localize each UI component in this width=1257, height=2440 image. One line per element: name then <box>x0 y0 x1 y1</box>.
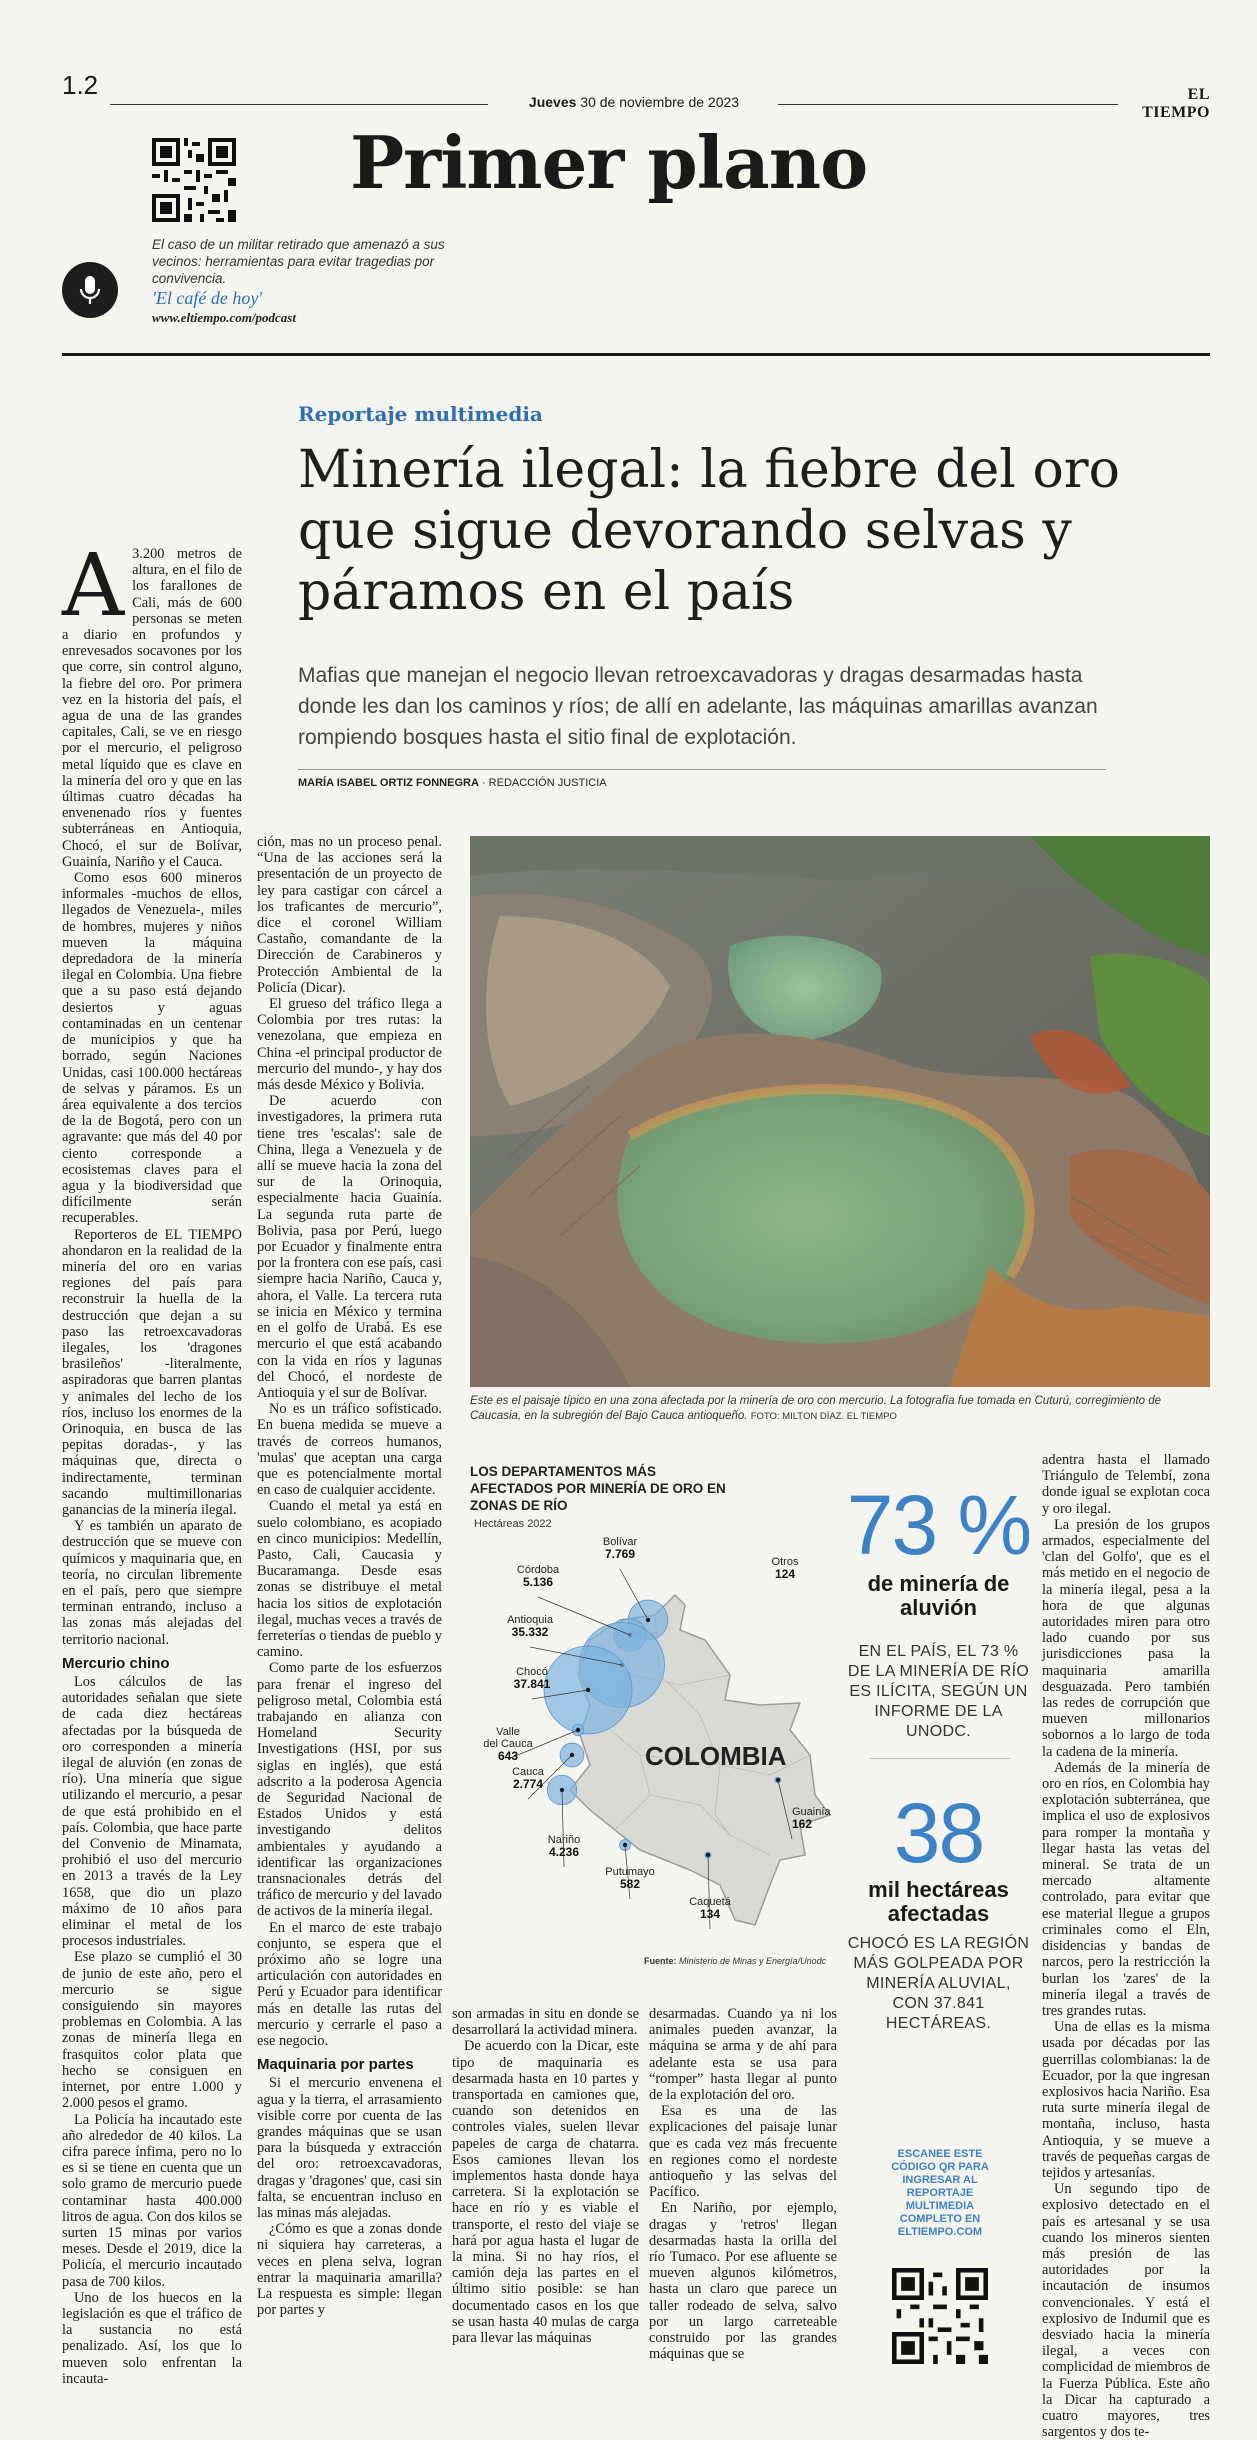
stat-percent-label: de minería de aluvión <box>867 1571 1010 1620</box>
caption-text: Este es el paisaje típico en una zona afectada por la minería de oro con mercurio. La fotografía fue tomada en Cuturú, corregimiento de Caucasia, en la subregión del Bajo Cauca antioqueño. <box>470 1395 1162 1422</box>
map-value-narino: 4.236 <box>548 1845 580 1859</box>
article-column-4 <box>649 2006 837 2406</box>
paragraph: De acuerdo con la Dicar, este tipo de maquinaria es desarmada hasta en 10 partes y transportada en camiones que, cuando son detenidos en controles viales, suelen llevar papeles de carga de chatarra. Esos camiones llevan los implementos hasta donde haya carretera. Si la explotación se hace en río y es viable el transporte, el resto del viaje se hará por agua hasta el lugar de la mina. Si no hay ríos, el camión deja las partes en el último sitio posible: se han documentado casos en los que se usan hasta 40 mulas de carga para llevar las máquinas <box>452 2038 639 2347</box>
map-value-cordoba: 5.136 <box>522 1575 554 1589</box>
article-column-3 <box>452 2006 639 2406</box>
scan-qr-prompt: ESCANEE ESTE CÓDIGO QR PARA INGRESAR AL REPORTAJE MULTIMEDIA COMPLETO EN ELTIEMPO.COM <box>891 2148 989 2238</box>
map-label-valle-del-cauca: Valle <box>496 1726 520 1738</box>
paragraph: Además de la minería de oro en ríos, en Colombia hay explotación subterránea, que implica el uso de explosivos para romper la montaña y llegar hasta las vetas del mineral. Se trata de un mercado altamente controlado, para evitar que ese material llegue a grupos criminales como el Eln, disidencias y bandas de narcos, pero la restricción la burlan los 'zares' de la minería ilegal a través de tres grandes rutas. <box>1042 1759 1210 2019</box>
paragraph: Esa es una de las explicaciones del paisaje lunar que es cada vez más frecuente en regiones como el nordeste antioqueño y las selvas del Pacífico. <box>649 2103 837 2201</box>
map-value-antioquia: 35.332 <box>511 1625 549 1639</box>
drop-cap: A <box>62 536 125 636</box>
section-title: Primer plano <box>350 120 868 205</box>
map-label-bolivar: Bolívar <box>602 1536 638 1548</box>
article-headline: Minería ilegal: la fiebre del oro que sigue devorando selvas y páramos en el país <box>298 440 1120 622</box>
map-label-caqueta: Caquetá <box>689 1896 731 1908</box>
map-value-cauca: 2.774 <box>512 1777 544 1791</box>
newspaper-brand: EL TIEMPO <box>1142 86 1210 121</box>
article-column-1 <box>62 536 242 2406</box>
paragraph: Ese plazo se cumplió el 30 de junio de este año, pero el mercurio se sigue consiguiendo sin mayores problemas en Colombia. A las zonas de minería llega en frasquitos color plata que hecho se consiguen en internet, por entre 1.000 y 2.000 pesos el gramo. <box>62 1949 242 2112</box>
byline-rule <box>298 769 1106 770</box>
paragraph: Una de ellas es la misma usada por décadas por las guerrillas colombianas: la de Ecuador, por la que ingresan explosivos hacia Nariño. Esa ruta surte minería ilegal de montaña, incluso, hasta Antioquia, y se mueve a través de pequeñas cargas de tejidos y artesanías. <box>1042 2019 1210 2181</box>
mining-aerial-photo <box>470 836 1210 1387</box>
paragraph: No es un tráfico sofisticado. En buena medida se mueve a través de correos humanos, 'mulas' que aceptan una carga que es potencialmente mortal en caso de cualquier accidente. <box>257 1401 442 1499</box>
podcast-promo <box>152 236 452 326</box>
article-byline <box>298 777 607 789</box>
dateline-day: Jueves <box>528 94 577 110</box>
map-label-guainia: Guainía <box>792 1806 831 1818</box>
paragraph: Uno de los huecos en la legislación es que el tráfico de la sustancia no está penalizado. Así, los que lo mueven solo enfrentan la incauta- <box>62 2289 242 2387</box>
photo-caption <box>470 1394 1210 1424</box>
paragraph: 3.200 metros de altura, en el filo de los farallones de Cali, más de 600 personas se meten a diario en profundos y enrevesados socavones por los que corre, sin control alguno, la fiebre del oro. Por primera vez en la historia del país, el agua de una de las grandes capitales, Cali, se ve en riesgo por el mercurio, el peligroso metal líquido que es clave en la minería del oro y que en las últimas cuatro décadas ha envenenado ríos y fuentes subterráneas en Antioquia, Chocó, el sur de Bolívar, Guainía, Nariño y el Cauca. <box>62 546 242 870</box>
paragraph: En Nariño, por ejemplo, dragas y 'retros' llegan desarmadas hasta la orilla del río Tumaco. Por ese afluente se mueven algunos kilómetros, hasta un claro que parece un taller rodeado de selva, salvo por un largo carreteable construido por las grandes máquinas que se <box>649 2200 837 2363</box>
map-label-putumayo: Putumayo <box>605 1866 655 1878</box>
article-dek: Mafias que manejan el negocio llevan retroexcavadoras y dragas desarmadas hasta donde les dan los caminos y ríos; de allí en adelante, las máquinas amarillas avanzan rompiendo bosques hasta el sitio final de explotación. <box>298 664 1098 749</box>
paragraph: Como esos 600 mineros informales -muchos de ellos, llegados de Venezuela-, miles de hombres, mujeres y niños mueven la máquina depredadora de la minería ilegal en Colombia. Una fiebre que a su paso está dejando desiertos y aguas contaminadas en un centenar de municipios y que ha borrado, según Naciones Unidas, casi 100.000 hectáreas de selvas y páramos. Es un área equivalente a dos tercios de la de Bogotá, pero con un agravante: que más del 40 por ciento corresponde a ecosistemas claves para el agua y la biodiversidad que difícilmente serán recuperables. <box>62 870 242 1227</box>
paragraph: Cuando el metal ya está en suelo colombiano, es acopiado en cinco municipios: Medellín, Pasto, Cali, Caucasia y Bucaramanga. Desde esas zonas se distribuye el metal hacia los sitios de explotación ilegal, muchas veces a través de ferreterías o tiendas de pueblo y camino. <box>257 1498 442 1661</box>
paragraph: En el marco de este trabajo conjunto, se espera que el próximo año se logre una articulación con autoridades en Perú y Ecuador para identificar más en detalle las rutas del mercurio y cerrarle el paso a ese negocio. <box>257 1919 442 2050</box>
dateline-date: 30 de noviembre de 2023 <box>580 94 740 110</box>
dateline <box>500 94 768 110</box>
podcast-description: El caso de un militar retirado que amenazó a sus vecinos: herramientas para evitar tragedias por convivencia. <box>152 237 445 286</box>
photo-credit: FOTO: MILTON DÍAZ. EL TIEMPO <box>750 1411 897 1422</box>
map-value-bolivar: 7.769 <box>604 1547 636 1561</box>
byline-author: MARÍA ISABEL ORTIZ FONNEGRA <box>298 777 479 789</box>
map-value-otros: 124 <box>774 1567 796 1581</box>
paragraph: ¿Cómo es que a zonas donde ni siquiera hay carreteras, a veces en plena selva, logran entrar la maquinaria amarilla? La respuesta es simple: llegan por partes y <box>257 2221 442 2319</box>
paragraph: La Policía ha incautado este año alrededor de 40 kilos. La cifra parece ínfima, pero no lo es si se tiene en cuenta que un solo gramo de mercurio puede contaminar hasta 400.000 litros de agua. Con dos kilos se surten 15 minas por varios meses. Desde el 2019, dice la Policía, el mercurio incautado pasa de 700 kilos. <box>62 2111 242 2290</box>
article-column-5 <box>1042 1452 1210 2440</box>
map-value-choco: 37.841 <box>513 1677 551 1691</box>
map-value-caqueta: 134 <box>699 1907 721 1921</box>
masthead-rule-left <box>110 104 488 105</box>
microphone-icon[interactable] <box>62 262 118 318</box>
map-chart-subtitle: Hectáreas 2022 <box>474 1518 552 1530</box>
byline-desk: · REDACCIÓN JUSTICIA <box>478 777 607 789</box>
paragraph: son armadas in situ en donde se desarrollará la actividad minera. <box>452 2006 639 2039</box>
paragraph: De acuerdo con investigadores, la primera ruta tiene tres 'escalas': sale de China, llega a Venezuela y de allí se mueve hacia la zona del sur de la Orinoquia, especialmente hacia Guainía. La segunda ruta parte de Bolivia, pasa por Perú, luego por Ecuador y finalmente entra por la frontera con ese país, casi siempre hacia Nariño, Cauca y, ahora, el Valle. La tercera ruta se inicia en México y termina en el golfo de Urabá. Es ese mercurio el que está acabando con la vida en ríos y lagunas del Chocó, el nordeste de Antioquia y el sur de Bolívar. <box>257 1093 442 1401</box>
map-value-putumayo: 582 <box>619 1877 641 1891</box>
podcast-qr-code[interactable] <box>152 138 236 222</box>
article-column-2 <box>257 834 442 2406</box>
paragraph: Como parte de los esfuerzos para frenar el ingreso del peligroso metal, Colombia está trabajando en alianza con Homeland Security Investigations (HSI, por sus siglas en inglés), que está adscrito a la poderosa Agencia de Seguridad Nacional de Estados Unidos y está investigando delitos ambientales y ayudando a identificar las organizaciones transnacionales detrás del tráfico de mercurio y del lavado de activos de la minería ilegal. <box>257 1660 442 1920</box>
podcast-show-name: 'El café de hoy' <box>152 288 263 308</box>
stat-hectares-description: CHOCÓ ES LA REGIÓN MÁS GOLPEADA POR MINERÍA ALUVIAL, CON 37.841 HECTÁREAS. <box>847 1935 1030 2032</box>
map-label-narino: Nariño <box>547 1834 581 1846</box>
multimedia-qr-code[interactable] <box>892 2268 988 2364</box>
map-country-label: COLOMBIA <box>645 1741 787 1771</box>
subhead-mercurio: Mercurio chino <box>62 1654 170 1672</box>
paragraph: La presión de los grupos armados, especialmente del 'clan del Golfo', que es el más metido en el negocio de la minería ilegal, pesa a la hora de que algunas autoridades miren para otro lado cuando por sus jurisdicciones pasa la maquinaria amarilla desguazada. Pero también las redes de corrupción que mueven millonarios sobornos a lo largo de toda la cadena de la minería. <box>1042 1516 1210 1760</box>
stat-hectares: 38 <box>893 1786 984 1880</box>
masthead-rule-right <box>778 104 1118 105</box>
map-label-choco: Chocó <box>516 1666 548 1678</box>
paragraph: ción, mas no un proceso penal. “Una de las acciones será la presentación de un proyecto de ley para castigar con cárcel a los traficantes de mercurio”, dice el coronel William Castaño, comandante de la Dirección de Carabineros y Protección Ambiental de la Policía (Dicar). <box>257 834 442 996</box>
paragraph: Y es también un aparato de destrucción que se mueve con químicos y maquinaria que, en teoría, no circulan libremente en el país, pero que siempre terminan entrando, incluso a las zonas más alejadas del territorio nacional. <box>62 1518 242 1648</box>
page-number: 1.2 <box>62 70 99 100</box>
map-value-guainia: 162 <box>792 1817 813 1831</box>
paragraph: adentra hasta el llamado Triángulo de Telembí, zona donde igual se explotan coca y oro ilegal. <box>1042 1452 1210 1517</box>
paragraph: El grueso del tráfico llega a Colombia por tres rutas: la venezolana, que empieza en China -el principal productor de mercurio del mundo-, y hay dos más desde México y Bolivia. <box>257 996 442 1094</box>
paragraph: Reporteros de EL TIEMPO ahondaron en la realidad de la minería del oro en varias regiones del país para reconstruir la huella de la destrucción que dejan a su paso las retroexcavadoras ilegales, los 'dragones brasileños' -literalmente, aspiradoras que barren plantas y animales del lecho de los ríos, incluso los enormes de la Orinoquia, en busca de las pepitas doradas-, y las máquinas que, directa o indirectamente, terminan sacando multimillonarias ganancias de la minería ilegal. <box>62 1226 242 1518</box>
podcast-url[interactable]: www.eltiempo.com/podcast <box>152 310 296 325</box>
map-source <box>644 1956 826 1966</box>
map-source-label: Fuente: <box>644 1956 677 1966</box>
subhead-maquinaria: Maquinaria por partes <box>257 2056 414 2074</box>
paragraph: Si el mercurio envenena el agua y la tierra, el arrasamiento visible corre por cuenta de las grandes máquinas que se usan para la búsqueda y extracción del oro: retroexcavadoras, dragas y 'dragones' que, casi sin falta, se encuentran incluso en las minas más alejadas. <box>257 2075 442 2222</box>
map-label-cauca: Cauca <box>512 1766 544 1778</box>
map-label-otros: Otros <box>771 1556 799 1568</box>
map-source-text: Ministerio de Minas y Energía/Unodc <box>679 1956 827 1966</box>
map-label-valle-del-cauca: del Cauca <box>483 1738 533 1750</box>
map-chart-title: LOS DEPARTAMENTOS MÁS AFECTADOS POR MINERÍA DE ORO EN ZONAS DE RÍO <box>470 1464 726 1513</box>
paragraph: Un segundo tipo de explosivo detectado en el país es artesanal y se usa cuando los mineros sienten más presión de las autoridades por la incautación de insumos convencionales. Y está el explosivo de Indumil que es desviado hacia la minería ilegal, a veces con complicidad de miembros de la Fuerza Pública. Este año la Dicar ha capturado a cuatro mayores, tres sargentos y dos te- <box>1042 2181 1210 2440</box>
stat-percent-description: EN EL PAÍS, EL 73 % DE LA MINERÍA DE RÍO ES ILÍCITA, SEGÚN UN INFORME DE LA UNODC. <box>847 1643 1030 1740</box>
stat-percent-illegal: 73 % <box>846 1478 1031 1572</box>
map-value-valle-del-cauca: 643 <box>497 1749 519 1763</box>
paragraph: Los cálculos de las autoridades señalan que siete de cada diez hectáreas afectadas por la búsqueda de oro corresponden a minería ilegal de aluvión (en zonas de río). Una minería que sigue utilizando el mercurio, a pesar de que está prohibido en el país. Colombia, que hace parte del Convenio de Minamata, prohibió el uso del mercurio en 2013 a través de la Ley 1658, que dio un plazo máximo de 10 años para eliminar el metal de los procesos industriales. <box>62 1674 242 1950</box>
paragraph: desarmadas. Cuando ya ni los animales pueden avanzar, la máquina se arma y de ahí para adelante esta se usa para “romper” hasta llegar al punto de la explotación del oro. <box>649 2006 837 2104</box>
article-kicker: Reportaje multimedia <box>298 402 543 426</box>
map-label-antioquia: Antioquia <box>507 1614 553 1626</box>
colombia-bubble-map <box>470 1525 836 1945</box>
map-label-cordoba: Córdoba <box>516 1564 560 1576</box>
stat-hectares-label: mil hectáreas afectadas <box>868 1877 1009 1926</box>
masthead-divider <box>62 353 1210 356</box>
stats-divider <box>870 1758 1010 1759</box>
